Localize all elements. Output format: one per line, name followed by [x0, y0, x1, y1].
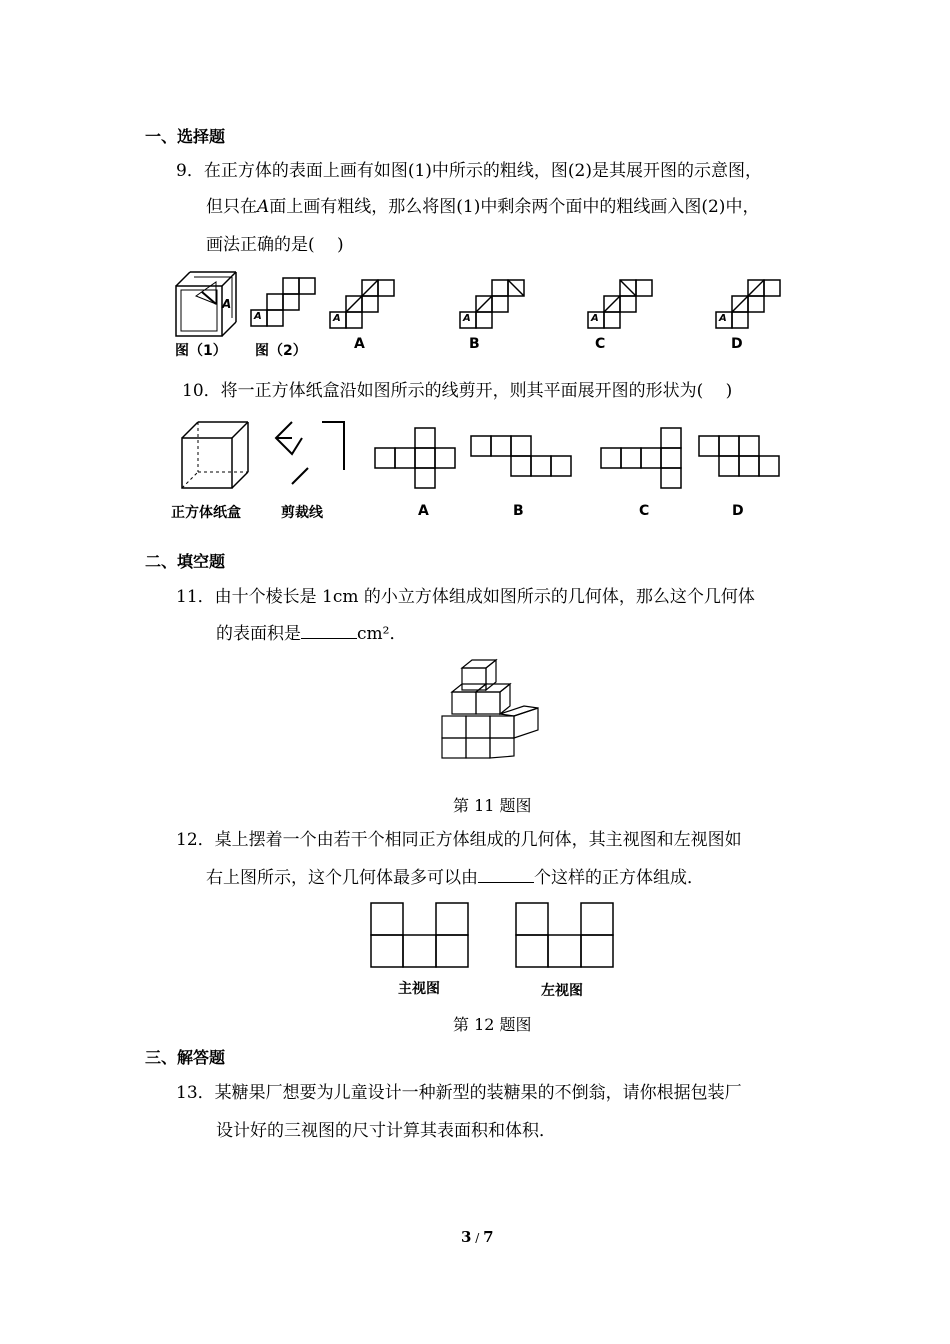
q12-answer-blank[interactable]: [478, 866, 534, 883]
q9-option-d-label: D: [731, 336, 743, 352]
q10-option-c-net: [600, 426, 684, 490]
q10-option-b-net: [470, 434, 574, 478]
q9-line-2: 但只在A面上画有粗线，那么将图(1)中剩余两个面中的粗线画入图(2)中，: [206, 197, 760, 217]
q10-option-b-label: B: [513, 503, 524, 519]
q9-option-b-label: B: [469, 336, 480, 352]
q10-figure-cut-lines: [272, 420, 350, 492]
section-heading-fill: 二、填空题: [145, 552, 226, 571]
q12-caption: 第 12 题图: [453, 1015, 532, 1034]
q10-option-d-net: [698, 434, 782, 478]
q9-face-label-a: A: [222, 297, 232, 311]
q12-line-2: 右上图所示，这个几何体最多可以由 个这样的正方体组成．: [206, 868, 704, 888]
q11-answer-blank[interactable]: [301, 622, 357, 639]
q12-front-view: [370, 902, 470, 970]
q9-net-b-face-label: A: [463, 313, 471, 324]
q9-figure-cube: [172, 268, 242, 340]
q13-line-2: 设计好的三视图的尺寸计算其表面积和体积．: [216, 1121, 556, 1141]
q10-option-d-label: D: [732, 503, 744, 519]
q9-net-a-face-label: A: [333, 313, 341, 324]
q12-front-view-label: 主视图: [398, 981, 440, 997]
q9-net-d-face-label: A: [719, 313, 727, 324]
q9-line-3: 画法正确的是( ): [206, 235, 344, 255]
q11-line-1: 11．由十个棱长是 1cm 的小立方体组成如图所示的几何体，那么这个几何体: [176, 587, 755, 607]
q9-fig2-label: 图（2）: [255, 343, 307, 359]
page-number: 3 / 7: [461, 1228, 494, 1246]
section-heading-answer: 三、解答题: [145, 1048, 226, 1067]
q11-caption: 第 11 题图: [453, 796, 532, 815]
q9-option-a-label: A: [354, 336, 365, 352]
q11-figure-cubes: [440, 658, 544, 762]
q9-net-c-face-label: A: [591, 313, 599, 324]
q12-line-1: 12．桌上摆着一个由若干个相同正方体组成的几何体，其主视图和左视图如: [176, 830, 742, 850]
q10-figure-box: [180, 420, 252, 492]
q9-fig1-label: 图（1）: [175, 343, 227, 359]
q10-cut-label: 剪裁线: [281, 505, 323, 521]
q10-option-a-net: [374, 426, 458, 490]
q10-line-1: 10．将一正方体纸盒沿如图所示的线剪开，则其平面展开图的形状为( ): [182, 381, 733, 401]
q11-line-2: 的表面积是 cm²．: [216, 624, 407, 644]
q13-line-1: 13．某糖果厂想要为儿童设计一种新型的装糖果的不倒翁，请你根据包装厂: [176, 1083, 742, 1103]
q9-line-1: 9．在正方体的表面上画有如图(1)中所示的粗线，图(2)是其展开图的示意图，: [176, 161, 762, 181]
q9-net2-face-label: A: [254, 311, 262, 322]
q10-option-c-label: C: [639, 503, 650, 519]
section-heading-choice: 一、选择题: [145, 127, 226, 146]
q9-option-c-label: C: [595, 336, 606, 352]
q12-left-view-label: 左视图: [541, 983, 583, 999]
q10-option-a-label: A: [418, 503, 429, 519]
q12-left-view: [515, 902, 615, 970]
q10-box-label: 正方体纸盒: [171, 505, 241, 521]
